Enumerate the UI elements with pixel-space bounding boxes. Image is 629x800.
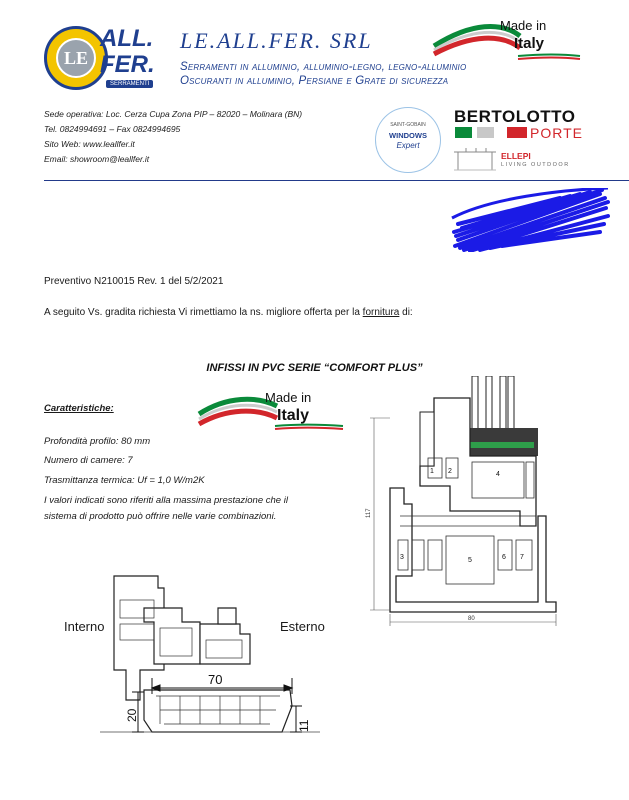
ellepi-pergola-icon (452, 146, 498, 172)
dim-70: 70 (208, 672, 223, 687)
made-in-label-top: Made in (500, 18, 547, 33)
contact-tel: Tel. 0824994691 – Fax 0824994695 (44, 124, 181, 134)
specs-title: Caratteristiche: (44, 403, 114, 414)
ellepi-wordmark: ELLEPI (501, 151, 531, 161)
chamber-label: 4 (496, 471, 500, 478)
label-interno: Interno (64, 619, 105, 634)
ellepi-subtitle: LIVING OUTDOOR (501, 162, 570, 168)
dim-width: 80 (468, 616, 475, 622)
sg-top: SAINT-GOBAIN (390, 122, 426, 128)
label-esterno: Esterno (280, 619, 325, 634)
sg-mid: WINDOWS (389, 131, 427, 140)
redaction-scribble (450, 188, 610, 252)
intro-link: fornitura (362, 307, 400, 318)
intro-before: A seguito Vs. gradita richiesta Vi rimettiamo la ns. migliore offerta per la (44, 307, 363, 318)
header-divider (44, 180, 629, 181)
chamber-label: 2 (448, 468, 452, 475)
contact-web: Sito Web: www.leallfer.it (44, 139, 135, 149)
sg-bot: Expert (396, 141, 420, 150)
logo-monogram: LE (56, 38, 96, 78)
chamber-label: 7 (520, 554, 524, 561)
saint-gobain-badge (375, 107, 441, 173)
spec-note-1: I valori indicati sono riferiti alla massima prestazione che il (44, 495, 288, 506)
spec-chambers: Numero di camere: 7 (44, 455, 133, 466)
made-in-italy-logo-top (432, 16, 582, 60)
italy-label-body: Italy (277, 407, 310, 424)
flag-red-block (507, 127, 527, 138)
dim-height: 117 (366, 508, 372, 518)
sill-section-drawing (100, 560, 320, 750)
chamber-label: 6 (502, 554, 506, 561)
spec-thermal: Trasmittanza termica: Uf = 1,0 W/m2K (44, 475, 205, 486)
profile-section-drawing (360, 376, 590, 626)
tagline-2: Oscuranti in alluminio, Persiane e Grate di sicurezza (180, 75, 449, 87)
quote-reference: Preventivo N210015 Rev. 1 del 5/2/2021 (44, 276, 224, 287)
dim-20: 20 (125, 708, 139, 722)
spec-note-2: sistema di prodotto può offrire nelle varie combinazioni. (44, 511, 277, 522)
tagline-1: Serramenti in alluminio, alluminio-legno, legno-alluminio (180, 61, 467, 73)
logo-line-1: ALL. (100, 25, 154, 52)
section-heading: INFISSI IN PVC SERIE “COMFORT PLUS” (206, 362, 423, 374)
spec-depth: Profondità profilo: 80 mm (44, 436, 151, 447)
porte-wordmark: PORTE (530, 125, 583, 141)
dim-11: 11 (297, 719, 311, 732)
logo-sub: SERRAMENTI (106, 80, 153, 88)
chamber-label: 5 (468, 557, 472, 564)
chamber-label: 3 (400, 554, 404, 561)
flag-green-block (455, 127, 472, 138)
bertolotto-wordmark: BERTOLOTTO (454, 107, 576, 126)
chamber-label: 1 (430, 468, 434, 475)
made-in-label-body: Made in (265, 390, 312, 405)
intro-after: di: (399, 307, 413, 318)
flag-white-block (477, 127, 494, 138)
contact-sede: Sede operativa: Loc. Cerza Cupa Zona PIP – 82020 – Molinara (BN) (44, 109, 303, 119)
logo-line-2: FER. (100, 51, 155, 78)
contact-email: Email: showroom@leallfer.it (44, 154, 150, 164)
intro-paragraph (44, 307, 413, 318)
italy-label-top: Italy (514, 35, 545, 52)
made-in-italy-logo-body (197, 388, 347, 432)
company-name: LE.ALL.FER. SRL (180, 28, 373, 53)
